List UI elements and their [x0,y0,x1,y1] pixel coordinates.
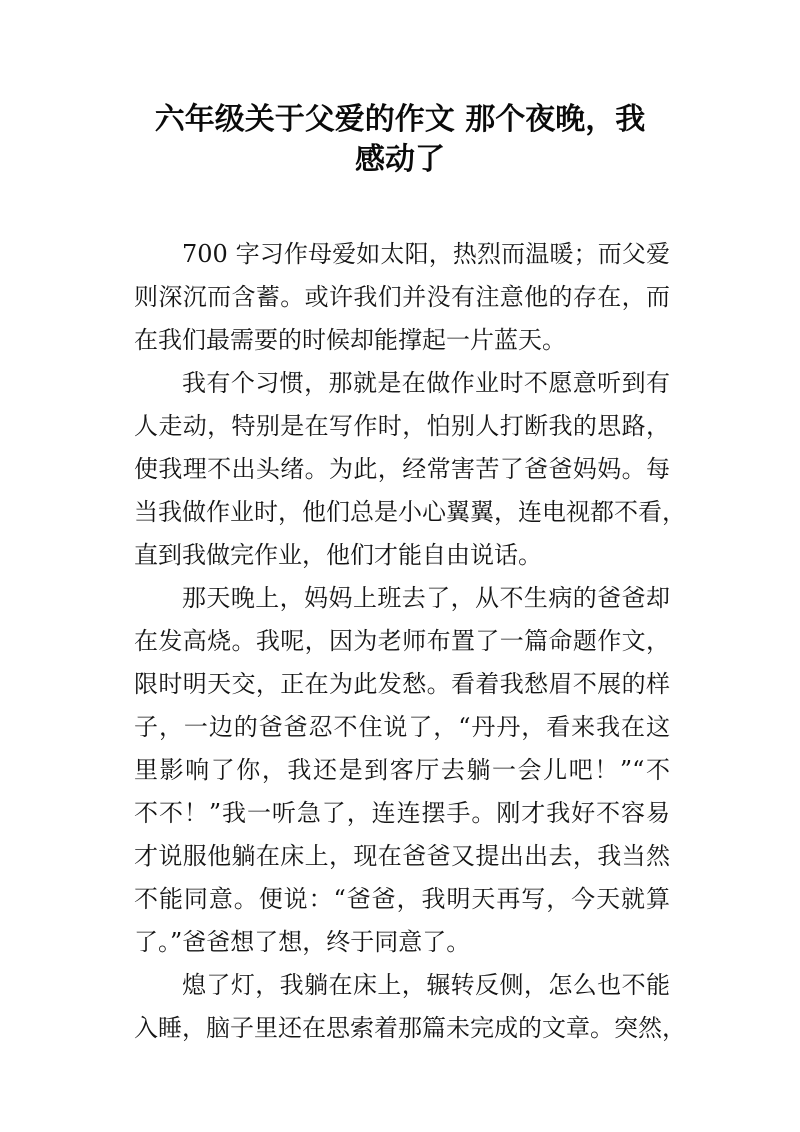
paragraph-2-line-3: 使我理不出头绪。为此，经常害苦了爸爸妈妈。每 [134,455,670,483]
paragraph-3-line-8: 不能同意。便说：“爸爸，我明天再写，今天就算 [134,885,670,913]
paragraph-3-line-3: 限时明天交，正在为此发愁。看着我愁眉不展的样 [134,670,670,698]
paragraph-1-line-1: 700 字习作母爱如太阳，热烈而温暖；而父爱 [182,240,670,268]
paragraph-2-line-2: 人走动，特别是在写作时，怕别人打断我的思路， [134,412,670,440]
paragraph-2-line-4: 当我做作业时，他们总是小心翼翼，连电视都不看， [134,498,686,526]
paragraph-4-line-1: 熄了灯，我躺在床上，辗转反侧，怎么也不能 [182,971,670,999]
paragraph-3-line-2: 在发高烧。我呢，因为老师布置了一篇命题作文， [134,627,670,655]
paragraph-3-line-1: 那天晚上，妈妈上班去了，从不生病的爸爸却 [182,584,670,612]
paragraph-3-line-6: 不不！”我一听急了，连连摆手。刚才我好不容易 [134,799,670,827]
document-title-line-2: 感动了 [355,142,445,177]
paragraph-3-line-4: 子，一边的爸爸忍不住说了，“丹丹，看来我在这 [134,713,670,741]
paragraph-3-line-7: 才说服他躺在床上，现在爸爸又提出出去，我当然 [134,842,670,870]
document-title-line-1: 六年级关于父爱的作文 那个夜晚，我 [154,102,646,137]
paragraph-1-line-2: 则深沉而含蓄。或许我们并没有注意他的存在，而 [134,283,670,311]
paragraph-4-line-2: 入睡，脑子里还在思索着那篇未完成的文章。突然， [134,1014,686,1042]
paragraph-2-line-1: 我有个习惯，那就是在做作业时不愿意听到有 [182,369,670,397]
paragraph-3-line-9: 了。”爸爸想了想，终于同意了。 [134,928,471,956]
paragraph-2-line-5: 直到我做完作业，他们才能自由说话。 [134,541,542,569]
paragraph-3-line-5: 里影响了你，我还是到客厅去躺一会儿吧！”“不 [134,756,670,784]
paragraph-1-line-3: 在我们最需要的时候却能撑起一片蓝天。 [134,326,566,354]
